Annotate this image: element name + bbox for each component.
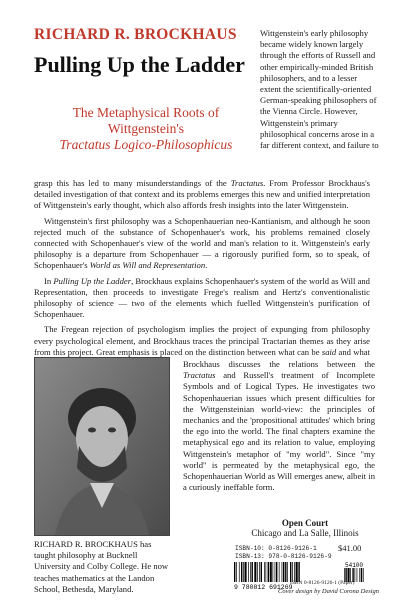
barcode-bar bbox=[264, 562, 265, 582]
barcode-bar bbox=[241, 562, 242, 582]
publisher-block bbox=[235, 518, 375, 538]
cover-design-label: Cover design by bbox=[278, 588, 322, 595]
barcode-bar bbox=[248, 562, 249, 582]
body-text: and what bbox=[338, 346, 370, 357]
author-bio: RICHARD R. BROCKHAUS has taught philosophy at Bucknell University and Colby College. He now teaches mathematics at the Landon School, Bethesda, Maryland. bbox=[34, 539, 169, 594]
book-subtitle bbox=[34, 105, 258, 153]
barcode-bar bbox=[252, 562, 253, 582]
body-paragraph-1 bbox=[34, 178, 370, 212]
barcode-bar bbox=[273, 562, 274, 582]
barcode-bar bbox=[234, 562, 235, 582]
barcode-bar bbox=[236, 562, 237, 582]
barcode-bar bbox=[254, 562, 256, 582]
barcode-bar bbox=[243, 562, 244, 582]
subtitle-line-2: Tractatus Logico-Philosophicus bbox=[59, 137, 233, 152]
barcode-bar bbox=[245, 562, 247, 582]
author-name: RICHARD R. BROCKHAUS bbox=[34, 26, 237, 43]
price-barcode-bar bbox=[363, 568, 364, 582]
barcode-bar bbox=[279, 562, 280, 582]
body-text: and Russell's treatment of Incomplete Symbols and of Logical Types. He investigates two Schopenhauerian issues which present difficulties for the Wittgensteinian world-view: the principles of mechanics and the 'propositional attitudes' which bring the ego into the world. The final chapters examine the metaphysical ego and its relation to value, employing Wittgenstein's metaphor of "my world". Since "my world" is permeated by the metaphysical ego, the Schopenhauerian World as Will emerges anew, albeit in a curiously ineffable form. bbox=[183, 370, 375, 493]
isbn-10: ISBN-10: 0-8126-9126-1 bbox=[235, 545, 317, 552]
barcode-bar bbox=[268, 562, 269, 582]
price-barcode-bar bbox=[355, 568, 356, 582]
barcode-bar bbox=[283, 562, 284, 582]
description-body bbox=[34, 178, 370, 373]
body-italic: Tractatus bbox=[230, 178, 264, 188]
body-text: grasp this has led to many misunderstandings of the bbox=[34, 178, 231, 188]
body-italic: Tractatus bbox=[183, 370, 216, 381]
body-text: The Fregean rejection of psychologism implies the project of expunging from philosophy every psychological element, and Brockhaus traces the principal Tractarian themes as they arise from this project. Great emphasis is placed on the distinction between what can be bbox=[34, 324, 370, 357]
barcode-number: 9 780812 691269 bbox=[234, 584, 293, 590]
body-paragraph-2 bbox=[34, 216, 370, 272]
book-title: Pulling Up the Ladder bbox=[34, 52, 245, 77]
price-code: 54100 bbox=[345, 562, 364, 569]
price-barcode-bar bbox=[359, 568, 360, 582]
right-column-paragraph bbox=[183, 359, 375, 493]
barcode-bar bbox=[250, 562, 251, 582]
price: $41.00 bbox=[338, 543, 362, 553]
barcode-bar bbox=[270, 562, 272, 582]
barcode-bar bbox=[282, 562, 283, 582]
publisher-location: Chicago and La Salle, Illinois bbox=[251, 528, 359, 538]
body-text: In bbox=[44, 275, 54, 286]
barcode-bar bbox=[285, 562, 286, 582]
author-photo bbox=[34, 357, 170, 536]
barcode-bar bbox=[257, 562, 258, 582]
isbn-13: ISBN-13: 978-0-8126-9126-9 bbox=[235, 553, 332, 560]
body-italic: World as Will and Representation bbox=[89, 260, 206, 271]
body-text: . bbox=[205, 260, 208, 271]
barcode-bar bbox=[259, 562, 260, 582]
blurb-paragraph: Wittgenstein's early philosophy became widely known largely through the efforts of Russell and other empirically-minded British philosophers, and to a lesser extent the scientifically-oriented German-speaking philosophers of the Vienna Circle. However, Wittgenstein's primary philosophical concerns arose in a far different context, and failure to bbox=[260, 28, 379, 151]
publisher-name: Open Court bbox=[281, 518, 329, 528]
barcode-bar bbox=[261, 562, 262, 582]
barcode-bar bbox=[292, 562, 293, 582]
barcode-bar bbox=[239, 562, 240, 582]
subtitle-line-1: The Metaphysical Roots of Wittgenstein's bbox=[72, 105, 220, 136]
barcode-bar bbox=[287, 562, 288, 582]
barcode-bar bbox=[290, 562, 291, 582]
author-photo-image bbox=[35, 358, 169, 535]
barcode-bar bbox=[294, 562, 295, 582]
cover-design-credit bbox=[278, 588, 379, 595]
barcode-bar bbox=[275, 562, 276, 582]
barcode-bar bbox=[276, 562, 277, 582]
body-text: Brockhaus discusses the relations between the bbox=[183, 359, 375, 369]
cover-design-name: David Corona Design bbox=[321, 588, 380, 595]
body-text: Wittgenstein's first philosophy was a Schopenhauerian neo-Kantianism, and although he soon rejected much of the substance of Schopenhauer's work, his problems remained closely connected with Schopenhauer's view of the world and man's relation to it. Wittgenstein's early philosophy is a departure from Schopenhauer — a rigorously purified form, so to speak, of Schopenhauer's bbox=[34, 215, 370, 271]
barcode-bar bbox=[266, 562, 267, 582]
price-barcode-bar bbox=[357, 568, 358, 582]
body-text: , Brockhaus explains Schopenhauer's system of the world as Will and Representation, then proceeds to investigate Frege's realism and Hertz's conventionalistic philosophy of science — two of the elements which fuelled Wittgenstein's purification of Schopenhauer. bbox=[34, 275, 370, 320]
price-barcode-bar bbox=[361, 568, 362, 582]
barcode-bar bbox=[296, 562, 298, 582]
body-italic: said bbox=[321, 346, 337, 357]
body-paragraph-3 bbox=[34, 276, 370, 321]
barcode-bar bbox=[298, 562, 299, 582]
isbn-paper: ISBN 0-8126-9126-1 (Paper) bbox=[290, 580, 355, 586]
body-text: . From Professor Brockhaus's detailed investigation of that context and its problems emerges this new and unified interpretation of Wittgenstein's early thought, which also affords fresh insights into the later Wittgenstein. bbox=[34, 178, 370, 211]
body-italic: Pulling Up the Ladder bbox=[53, 275, 132, 286]
